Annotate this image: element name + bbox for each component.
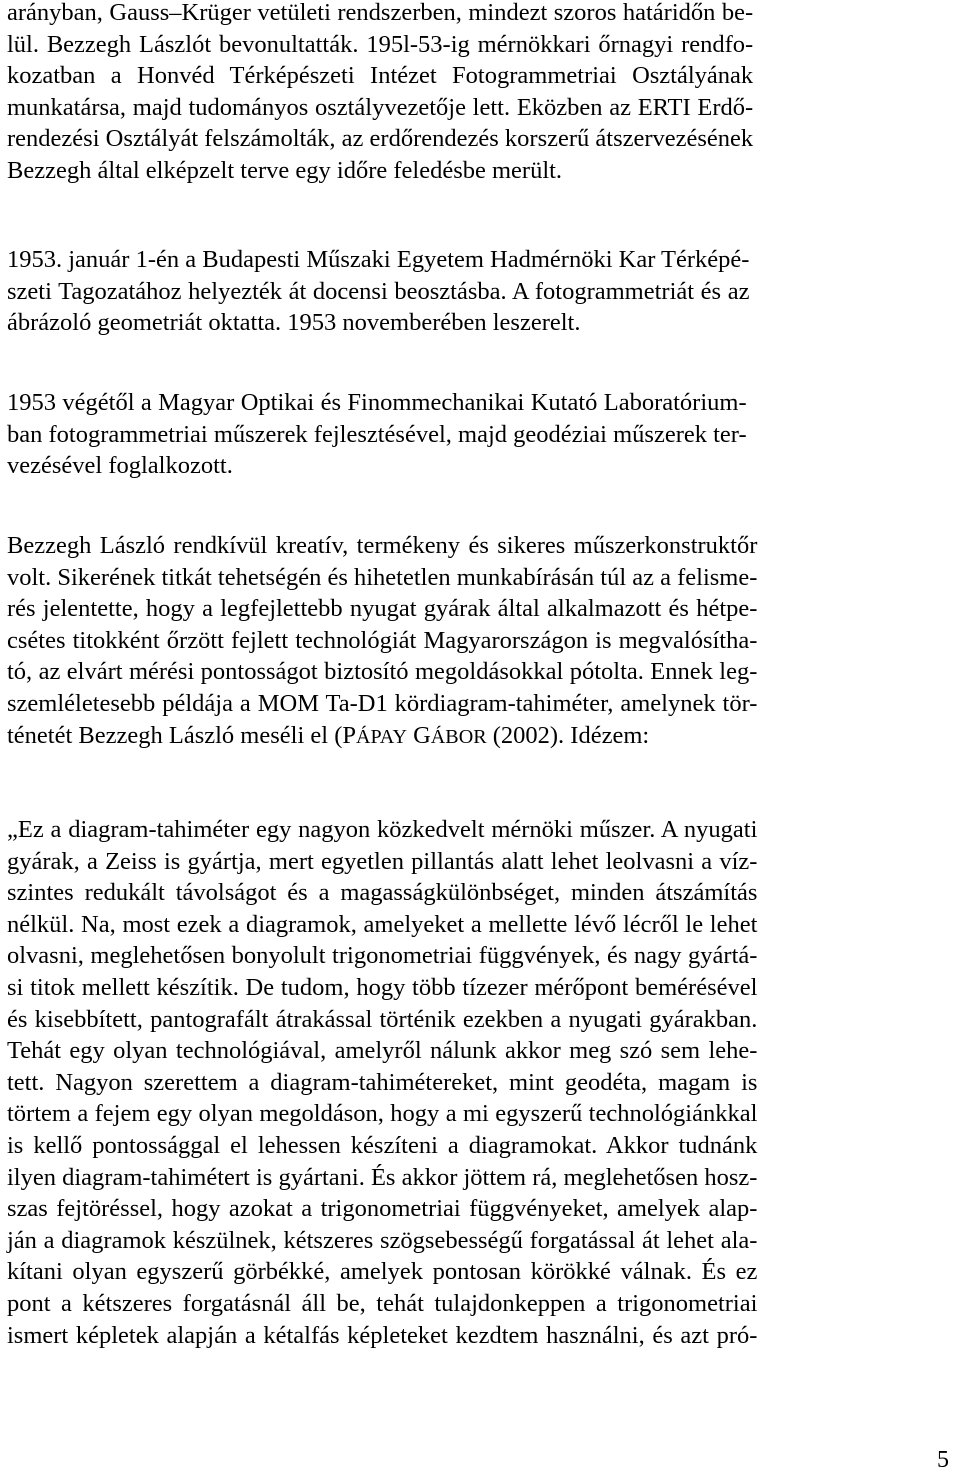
text-line: is kellő pontossággal el lehessen készíteni a diagramokat. Akkor tudnánk <box>7 1131 758 1159</box>
text-line: munkatársa, majd tudományos osztályvezetője lett. Eközben az ERTI Erdő- <box>7 93 754 121</box>
text-line: rés jelentette, hogy a legfejlettebb nyugat gyárak által alkalmazott és hétpe- <box>7 595 758 623</box>
text-line: olvasni, meglehetősen bonyolult trigonometriai függvények, és nagy gyártá- <box>7 942 758 970</box>
text-line: Tehát egy olyan technológiával, amelyről nálunk akkor meg szó sem lehe- <box>7 1037 758 1065</box>
paragraph-1953-january <box>7 244 749 339</box>
text-line: lül. Bezzegh Lászlót bevonultatták. 195l-53-ig mérnökkari őrnagyi rendfo- <box>7 30 754 58</box>
text-line: si titok mellett készítik. De tudom, hogy több tízezer mérőpont bemérésével <box>7 973 758 1001</box>
text-line: volt. Sikerének titkát tehetségén és hihetetlen munkabírásán túl az a felisme- <box>7 563 758 591</box>
text-line: Bezzegh által elképzelt terve egy időre feledésbe merült. <box>7 156 563 184</box>
text-line: nélkül. Na, most ezek a diagramok, amelyeket a mellette lévő lécről le lehet <box>7 910 758 938</box>
text-line-with-citation <box>7 720 757 754</box>
text-line: tett. Nagyon szerettem a diagram-tahimétereket, mint geodéta, magam is <box>7 1068 758 1096</box>
text-line: és kisebbített, pantografált átrakással történik ezekben a nyugati gyárakban. <box>7 1005 758 1033</box>
text-line: tó, az elvárt mérési pontosságot biztosító megoldásokkal pótolta. Ennek leg- <box>7 658 758 686</box>
paragraph-creative <box>7 530 757 753</box>
text-line: szemléletesebb példája a MOM Ta-D1 kördiagram-tahiméter, amelynek tör- <box>7 689 758 717</box>
text-line: szeti Tagozatához helyezték át docensi beosztásba. A fotogrammetriát és az <box>7 277 750 305</box>
citation-middle: G <box>406 721 431 749</box>
text-line: 1953. január 1-én a Budapesti Műszaki Egyetem Hadmérnöki Kar Térképé- <box>7 246 750 273</box>
text-line: szas fejtöréssel, hogy azokat a trigonometriai függvényeket, amelyek alap- <box>7 1195 758 1223</box>
text-line: csétes titokként őrzött fejlett technológiát Magyarországon is megvalósítha- <box>7 626 758 654</box>
text-line: gyárak, a Zeiss is gyártja, mert egyetlen pillantás alatt lehet leolvasni a víz- <box>7 847 758 875</box>
text-line: ján a diagramok készülnek, kétszeres szögsebességű forgatással át lehet ala- <box>7 1226 758 1254</box>
text-line: 1953 végétől a Magyar Optikai és Finommechanikai Kutató Laboratórium- <box>7 389 747 416</box>
text-line: ilyen diagram-tahimétert is gyártani. És akkor jöttem rá, meglehetősen hosz- <box>7 1163 758 1191</box>
text-line: törtem a fejem egy olyan megoldáson, hogy a mi egyszerű technológiánkkal <box>7 1100 758 1128</box>
text-line: „Ez a diagram-tahiméter egy nagyon közkedvelt mérnöki műszer. A nyugati <box>7 816 758 843</box>
text-line: vezésével foglalkozott. <box>7 452 233 480</box>
paragraph-continuation <box>7 0 753 187</box>
page-number: 5 <box>937 1447 949 1473</box>
author-smallcaps-surname: ÁPAY <box>355 725 407 748</box>
text-line: pont a kétszeres forgatásnál áll be, tehát tulajdonkeppen a trigonometriai <box>7 1289 758 1317</box>
text-line: ábrázoló geometriát oktatta. 1953 novemberében leszerelt. <box>7 309 581 337</box>
text-line: arányban, Gauss–Krüger vetületi rendszerben, mindezt szoros határidőn be- <box>7 0 754 26</box>
text-line: ban fotogrammetriai műszerek fejlesztésével, majd geodéziai műszerek ter- <box>7 420 747 448</box>
paragraph-quote <box>7 814 757 1351</box>
text-line: ismert képletek alapján a kétalfás képleteket kezdtem használni, és azt pró- <box>7 1321 758 1349</box>
text-line: szintes redukált távolságot és a magasságkülönbséget, minden átszámítás <box>7 879 758 907</box>
author-smallcaps-given-name: ÁBOR <box>430 725 487 748</box>
citation-suffix: (2002). Idézem: <box>486 721 650 749</box>
text-line: rendezési Osztályát felszámolták, az erdőrendezés korszerű átszervezésének <box>7 125 754 153</box>
citation-prefix: ténetét Bezzegh László meséli el (P <box>7 721 356 749</box>
text-line: kítani olyan egyszerű görbékké, amelyek pontosan körökké válnak. És ez <box>7 1258 758 1286</box>
paragraph-1953-end <box>7 387 747 482</box>
text-line: Bezzegh László rendkívül kreatív, termékeny és sikeres műszerkonstruktőr <box>7 532 758 559</box>
text-line: kozatban a Honvéd Térképészeti Intézet Fotogrammetriai Osztályának <box>7 62 754 90</box>
